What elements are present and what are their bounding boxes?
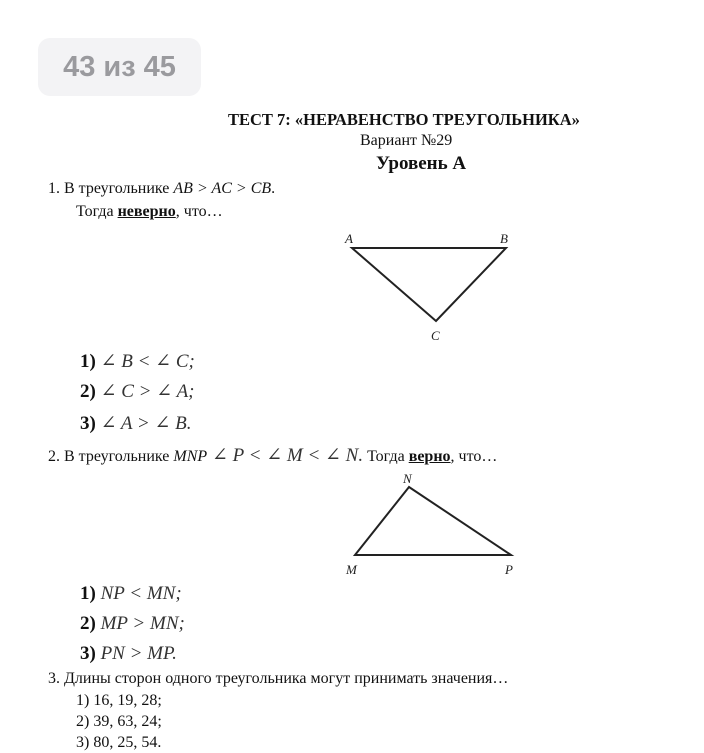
label-b: B: [500, 231, 508, 246]
q1-option-1-expr: ∠ B < ∠ C;: [100, 351, 195, 372]
q1-line2-suffix: , что…: [175, 203, 223, 220]
q2-then: Тогда: [363, 448, 409, 465]
level-label: Уровень А: [376, 153, 467, 174]
q3-option-2[interactable]: 2) 39, 63, 24;: [76, 713, 162, 730]
question-1-line2: [76, 202, 223, 222]
q1-option-3-expr: ∠ A > ∠ B.: [100, 413, 192, 434]
q2-option-3[interactable]: [80, 642, 177, 666]
q2-option-1-num: 1): [80, 583, 96, 604]
q1-option-2[interactable]: [80, 380, 195, 404]
triangle-abc-figure: [330, 225, 530, 350]
question-1-text: [48, 179, 275, 199]
q1-prefix: 1. В треугольнике: [48, 180, 174, 197]
q1-option-2-num: 2): [80, 381, 96, 402]
label-m: M: [346, 562, 357, 577]
q2-suffix: , что…: [450, 448, 498, 465]
q2-option-2-num: 2): [80, 613, 96, 634]
q1-option-3[interactable]: [80, 412, 192, 436]
q1-condition: AB > AC > CB: [173, 180, 272, 197]
q1-option-2-expr: ∠ C > ∠ A;: [100, 381, 195, 402]
q2-option-1[interactable]: [80, 582, 182, 606]
label-p: P: [505, 562, 513, 577]
variant-label: Вариант №29: [360, 132, 453, 149]
q2-option-3-num: 3): [80, 643, 96, 664]
question-2-text: [48, 446, 497, 467]
q3-option-3[interactable]: 3) 80, 25, 54.: [76, 734, 162, 751]
triangle-mnp-figure: [335, 468, 535, 583]
triangle-mnp: [355, 487, 511, 555]
question-3-text: 3. Длины сторон одного треугольника могут принимать значения…: [48, 670, 509, 687]
q1-option-1-num: 1): [80, 351, 96, 372]
q2-condition: ∠ P < ∠ M < ∠ N.: [207, 445, 364, 466]
q2-option-3-expr: PN > MP.: [100, 643, 177, 664]
q1-keyword: неверно: [117, 203, 176, 220]
label-a: A: [345, 231, 353, 246]
q2-option-2-expr: MP > MN;: [100, 613, 185, 634]
q3-option-1[interactable]: 1) 16, 19, 28;: [76, 692, 162, 709]
label-c: C: [431, 328, 440, 343]
q1-line2-prefix: Тогда: [76, 203, 118, 220]
q2-prefix: 2. В треугольнике: [48, 448, 174, 465]
q2-option-1-expr: NP < MN;: [100, 583, 182, 604]
q1-option-3-num: 3): [80, 413, 96, 434]
q2-option-2[interactable]: [80, 612, 185, 636]
q1-option-1[interactable]: [80, 350, 195, 374]
q2-triangle-name: MNP: [173, 448, 208, 465]
q1-suffix: .: [271, 180, 276, 197]
q2-keyword: верно: [408, 448, 451, 465]
page-counter-badge: 43 из 45: [38, 38, 201, 96]
label-n: N: [403, 471, 412, 486]
triangle-abc: [352, 248, 506, 321]
test-title: ТЕСТ 7: «НЕРАВЕНСТВО ТРЕУГОЛЬНИКА»: [228, 110, 580, 129]
